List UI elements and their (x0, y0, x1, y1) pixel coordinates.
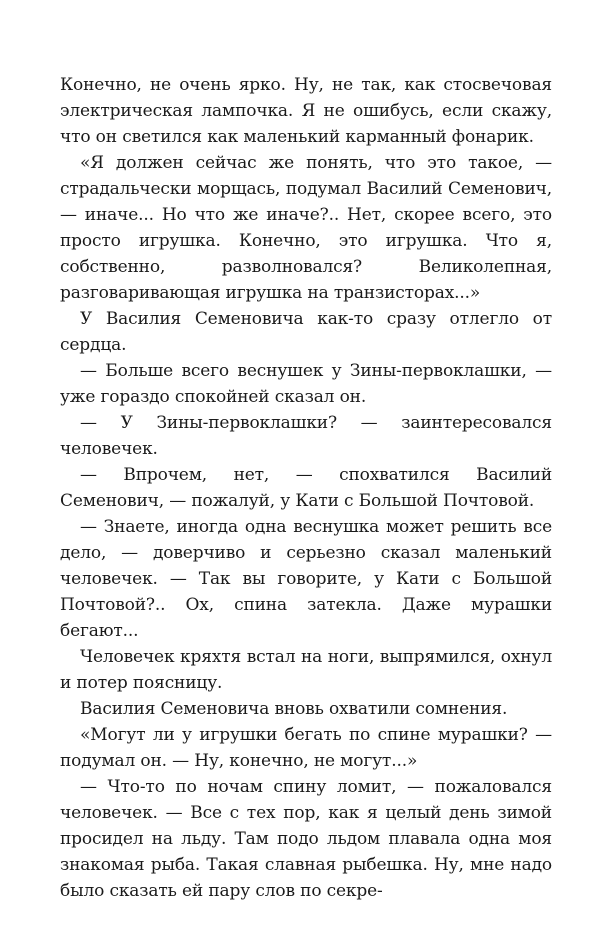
paragraph: — Впрочем, нет, — спохватился Василий Семенович, — пожалуй, у Кати с Большой Почтовой. (60, 465, 552, 511)
paragraph: У Василия Семеновича как-то сразу отлегло от сердца. (60, 309, 552, 355)
paragraph: Конечно, не очень ярко. Ну, не так, как стосвечовая электрическая лампочка. Я не ошибусь, если скажу, что он светился как маленький карманный фонарик. (60, 75, 552, 147)
paragraph: — Знаете, иногда одна веснушка может решить все дело, — доверчиво и серьезно сказал маленький человечек. — Так вы говорите, у Кати с Большой Почтовой?.. Ох, спина затекла. Даже мурашки бегают... (60, 517, 552, 641)
paragraph: Человечек кряхтя встал на ноги, выпрямился, охнул и потер поясницу. (60, 647, 552, 693)
paragraph: — У Зины-первоклашки? — заинтересовался человечек. (60, 413, 552, 459)
paragraph: Василия Семеновича вновь охватили сомнения. (80, 699, 508, 719)
paragraph: — Больше всего веснушек у Зины-первоклашки, — уже гораздо спокойней сказал он. (60, 361, 552, 407)
paragraph: «Я должен сейчас же понять, что это такое, — страдальчески морщась, подумал Василий Семенович, — иначе... Но что же иначе?.. Нет, скорее всего, это просто игрушка. Конечно, это игрушка. Что я, собственно, разволновался? Великолепная, разговаривающая игрушка на транзисторах...» (60, 153, 552, 303)
paragraph: «Могут ли у игрушки бегать по спине мурашки? — подумал он. — Ну, конечно, не могут...» (60, 725, 552, 771)
book-page (60, 72, 552, 904)
paragraph: — Что-то по ночам спину ломит, — пожаловался человечек. — Все с тех пор, как я целый день зимой просидел на льду. Там подо льдом плавала одна моя знакомая рыба. Такая славная рыбешка. Ну, мне надо было сказать ей пару слов по секре- (60, 777, 552, 901)
